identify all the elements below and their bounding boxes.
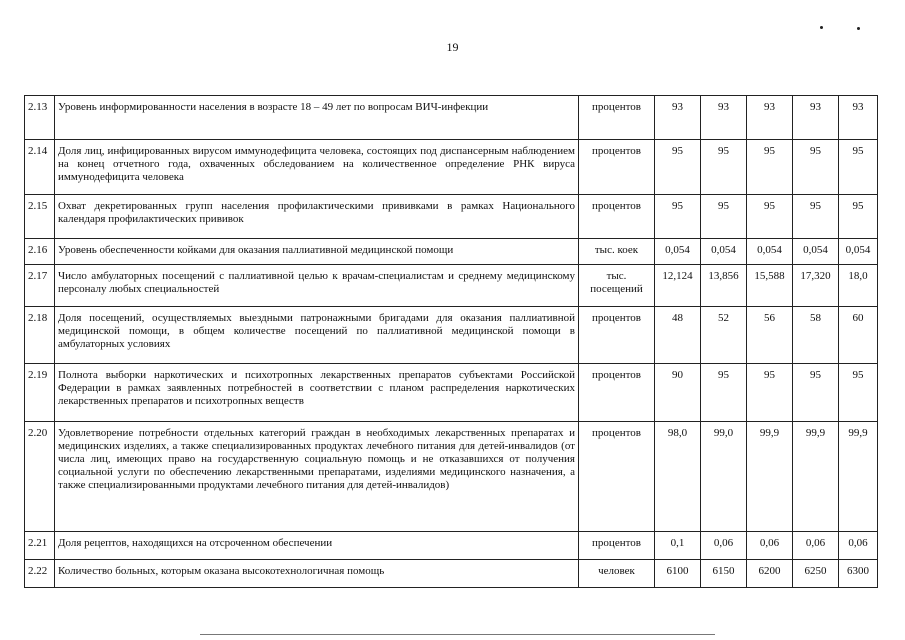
- unit-cell: процентов: [579, 307, 655, 364]
- value-cell: 6250: [793, 560, 839, 588]
- unit-cell: процентов: [579, 364, 655, 422]
- value-cell: 90: [655, 364, 701, 422]
- value-cell: 60: [839, 307, 878, 364]
- table-row: [25, 96, 878, 140]
- table-row: [25, 364, 878, 422]
- row-number: 2.20: [25, 422, 55, 532]
- value-cell: 95: [793, 364, 839, 422]
- indicators-table-body: [25, 96, 878, 588]
- value-cell: 0,054: [655, 239, 701, 265]
- value-cell: 17,320: [793, 265, 839, 307]
- value-cell: 93: [655, 96, 701, 140]
- value-cell: 0,06: [839, 532, 878, 560]
- value-cell: 0,06: [793, 532, 839, 560]
- indicator-name: Удовлетворение потребности отдельных категорий граждан в необходимых лекарственных препаратах и медицинских изделиях, а также специализированных продуктах лечебного питания для детей-инвалидов (от числа лиц, имеющих право на государственную социальную помощь и не отказавшихся от получения социальной услуги по обеспечению лекарственными препаратами, изделиями медицинского назначения, а также специализированными продуктами лечебного питания для детей-инвалидов): [55, 422, 579, 532]
- value-cell: 0,054: [701, 239, 747, 265]
- indicator-name: Охват декретированных групп населения профилактическими прививками в рамках Национального календаря профилактических прививок: [55, 195, 579, 239]
- value-cell: 99,9: [793, 422, 839, 532]
- value-cell: 13,856: [701, 265, 747, 307]
- row-number: 2.14: [25, 140, 55, 195]
- value-cell: 0,06: [747, 532, 793, 560]
- indicator-name: Уровень информированности населения в возрасте 18 – 49 лет по вопросам ВИЧ-инфекции: [55, 96, 579, 140]
- table-row: [25, 560, 878, 588]
- unit-cell: процентов: [579, 532, 655, 560]
- scan-mark: [857, 27, 860, 30]
- value-cell: 15,588: [747, 265, 793, 307]
- unit-cell: процентов: [579, 422, 655, 532]
- row-number: 2.13: [25, 96, 55, 140]
- value-cell: 93: [793, 96, 839, 140]
- row-number: 2.16: [25, 239, 55, 265]
- value-cell: 0,1: [655, 532, 701, 560]
- indicator-name: Число амбулаторных посещений с паллиативной целью к врачам-специалистам и среднему медицинскому персоналу любых специальностей: [55, 265, 579, 307]
- value-cell: 99,9: [839, 422, 878, 532]
- value-cell: 0,054: [839, 239, 878, 265]
- table-row: [25, 265, 878, 307]
- row-number: 2.19: [25, 364, 55, 422]
- value-cell: 93: [747, 96, 793, 140]
- indicator-name: Доля лиц, инфицированных вирусом иммунодефицита человека, состоящих под диспансерным наблюдением на конец отчетного года, охваченных обследованием на количественное определение РНК вируса иммунодефицита человека: [55, 140, 579, 195]
- value-cell: 95: [701, 140, 747, 195]
- value-cell: 6300: [839, 560, 878, 588]
- row-number: 2.18: [25, 307, 55, 364]
- row-number: 2.15: [25, 195, 55, 239]
- unit-cell: тыс. коек: [579, 239, 655, 265]
- table-row: [25, 422, 878, 532]
- value-cell: 52: [701, 307, 747, 364]
- value-cell: 99,0: [701, 422, 747, 532]
- value-cell: 6200: [747, 560, 793, 588]
- value-cell: 12,124: [655, 265, 701, 307]
- bottom-divider: [200, 634, 715, 635]
- value-cell: 93: [839, 96, 878, 140]
- indicator-name: Уровень обеспеченности койками для оказания паллиативной медицинской помощи: [55, 239, 579, 265]
- value-cell: 56: [747, 307, 793, 364]
- table-row: [25, 195, 878, 239]
- indicator-name: Количество больных, которым оказана высокотехнологичная помощь: [55, 560, 579, 588]
- value-cell: 6150: [701, 560, 747, 588]
- value-cell: 95: [701, 195, 747, 239]
- row-number: 2.22: [25, 560, 55, 588]
- indicator-name: Доля рецептов, находящихся на отсроченном обеспечении: [55, 532, 579, 560]
- indicator-name: Полнота выборки наркотических и психотропных лекарственных препаратов субъектами Российской Федерации в рамках заявленных потребностей в соответствии с планом распределения наркотических лекарственных препаратов и психотропных веществ: [55, 364, 579, 422]
- value-cell: 95: [793, 195, 839, 239]
- row-number: 2.21: [25, 532, 55, 560]
- value-cell: 18,0: [839, 265, 878, 307]
- unit-cell: тыс. посещений: [579, 265, 655, 307]
- value-cell: 95: [747, 364, 793, 422]
- value-cell: 0,054: [793, 239, 839, 265]
- value-cell: 95: [839, 195, 878, 239]
- indicator-name: Доля посещений, осуществляемых выездными патронажными бригадами для оказания паллиативной медицинской помощи, в общем количестве посещений по паллиативной медицинской помощи в амбулаторных условиях: [55, 307, 579, 364]
- value-cell: 95: [701, 364, 747, 422]
- table-row: [25, 307, 878, 364]
- value-cell: 6100: [655, 560, 701, 588]
- unit-cell: процентов: [579, 195, 655, 239]
- table-row: [25, 239, 878, 265]
- table-row: [25, 140, 878, 195]
- value-cell: 93: [701, 96, 747, 140]
- row-number: 2.17: [25, 265, 55, 307]
- indicators-table: [24, 95, 878, 588]
- value-cell: 95: [839, 364, 878, 422]
- value-cell: 95: [793, 140, 839, 195]
- unit-cell: процентов: [579, 140, 655, 195]
- value-cell: 95: [839, 140, 878, 195]
- value-cell: 58: [793, 307, 839, 364]
- value-cell: 95: [747, 195, 793, 239]
- unit-cell: человек: [579, 560, 655, 588]
- value-cell: 95: [655, 140, 701, 195]
- value-cell: 0,054: [747, 239, 793, 265]
- value-cell: 99,9: [747, 422, 793, 532]
- table-row: [25, 532, 878, 560]
- value-cell: 95: [655, 195, 701, 239]
- value-cell: 98,0: [655, 422, 701, 532]
- unit-cell: процентов: [579, 96, 655, 140]
- page-number: 19: [446, 40, 459, 54]
- scan-mark: [820, 26, 823, 29]
- value-cell: 0,06: [701, 532, 747, 560]
- value-cell: 48: [655, 307, 701, 364]
- value-cell: 95: [747, 140, 793, 195]
